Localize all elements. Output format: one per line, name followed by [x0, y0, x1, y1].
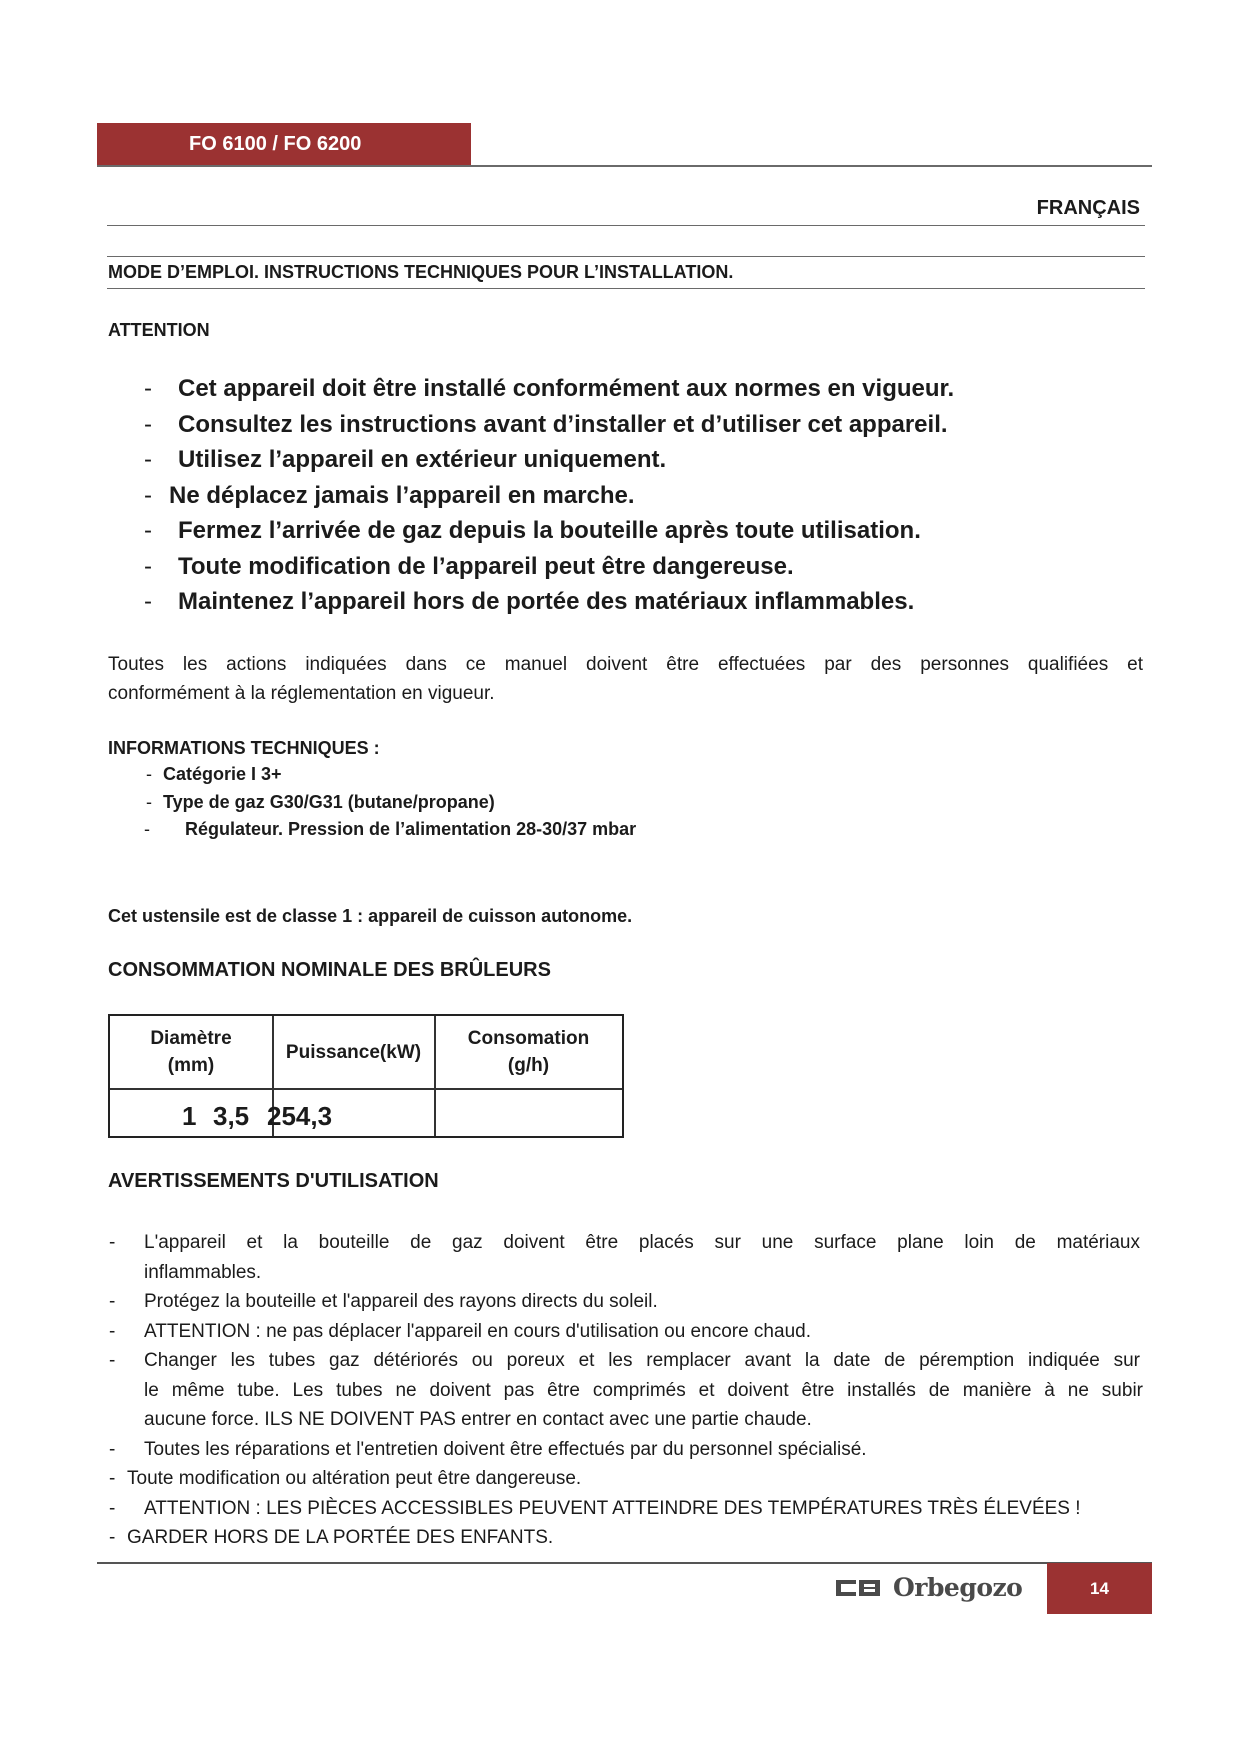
- attention-list: [0, 371, 1241, 620]
- warning-line: Changer les tubes gaz détériorés ou poreux et les remplacer avant la date de péremption indiquée sur: [144, 1350, 1140, 1371]
- intro-paragraph: [108, 650, 1143, 708]
- list-item-continuation: [0, 1258, 1241, 1288]
- attention-item: Ne déplacez jamais l’appareil en marche.: [169, 481, 635, 509]
- list-item: [0, 1287, 1241, 1317]
- page-number-box: [1047, 1563, 1152, 1614]
- table-header-line: Puissance(kW): [285, 1041, 422, 1063]
- list-item: [0, 442, 1241, 478]
- attention-item: Fermez l’arrivée de gaz depuis la bouteille après toute utilisation.: [178, 517, 921, 544]
- warnings-heading: AVERTISSEMENTS D'UTILISATION: [108, 1170, 439, 1192]
- list-item: [0, 1464, 1241, 1494]
- bullet-dash: -: [144, 410, 152, 438]
- bullet-dash: -: [144, 552, 152, 580]
- bullet-dash: -: [144, 819, 150, 839]
- bullet-dash: -: [144, 375, 152, 402]
- table-header-line: (g/h): [507, 1055, 550, 1076]
- bullet-dash: -: [144, 588, 152, 615]
- bullet-dash: -: [109, 1468, 116, 1489]
- page-title: MODE D’EMPLOI. INSTRUCTIONS TECHNIQUES POUR L’INSTALLATION.: [108, 262, 734, 282]
- bullet-dash: -: [109, 1350, 116, 1371]
- tech-info-list: [0, 761, 1241, 844]
- brand-logo: [836, 1572, 1036, 1604]
- table-header-power: [273, 1016, 434, 1088]
- bullet-dash: -: [144, 446, 152, 473]
- bullet-dash: -: [109, 1320, 116, 1342]
- tech-info-item: Régulateur. Pression de l’alimentation 28-30/37 mbar: [185, 819, 637, 839]
- warning-line: aucune force. ILS NE DOIVENT PAS entrer en contact avec une partie chaude.: [144, 1409, 812, 1430]
- table-header-line: (mm): [167, 1055, 215, 1076]
- warning-line: inflammables.: [144, 1261, 262, 1283]
- list-item: [0, 816, 1241, 844]
- attention-item: Utilisez l’appareil en extérieur uniquement.: [178, 446, 667, 473]
- attention-item: Consultez les instructions avant d’installer et d’utiliser cet appareil.: [178, 410, 948, 438]
- paragraph-line: Toutes les actions indiquées dans ce manuel doivent être effectuées par des personnes qualifiées et: [108, 654, 1143, 675]
- bullet-dash: -: [144, 517, 152, 544]
- table-cell-consumption: 254,3: [267, 1101, 333, 1131]
- tech-info-item: Catégorie I 3+: [163, 764, 282, 784]
- attention-item: Toute modification de l’appareil peut être dangereuse.: [178, 552, 794, 580]
- list-item: [0, 761, 1241, 789]
- paragraph-line: conformément à la réglementation en vigueur.: [108, 683, 495, 704]
- table-cell-power: 3,5: [213, 1101, 250, 1131]
- attention-heading: ATTENTION: [108, 320, 210, 340]
- list-item: [0, 478, 1241, 514]
- warning-line: Protégez la bouteille et l'appareil des rayons directs du soleil.: [144, 1291, 658, 1312]
- brand-logo-text: Orbegozo: [893, 1573, 1023, 1602]
- list-item: [0, 407, 1241, 443]
- footer-rule: [97, 1562, 1152, 1564]
- class-note: Cet ustensile est de classe 1 : appareil de cuisson autonome.: [108, 906, 633, 926]
- list-item: [0, 1494, 1241, 1524]
- table-header-consumption: [435, 1016, 622, 1088]
- table-header-line: Consomation: [467, 1028, 590, 1049]
- bullet-dash: -: [109, 1438, 116, 1460]
- warning-line: L'appareil et la bouteille de gaz doivent être placés sur une surface plane loin de matériaux: [144, 1232, 1140, 1253]
- consumption-heading: CONSOMMATION NOMINALE DES BRÛLEURS: [108, 959, 551, 981]
- warning-line: le même tube. Les tubes ne doivent pas être comprimés et doivent être installés de manière à ne subir: [144, 1379, 1143, 1401]
- list-item: [0, 1228, 1241, 1258]
- attention-item: Cet appareil doit être installé conformément aux normes en vigueur.: [178, 375, 955, 402]
- model-label: FO 6100 / FO 6200: [189, 133, 362, 155]
- bullet-dash: -: [109, 1232, 116, 1253]
- tech-info-heading: INFORMATIONS TECHNIQUES :: [108, 738, 380, 758]
- header-rule: [97, 165, 1152, 167]
- model-header-bar: [97, 123, 471, 166]
- bullet-dash: -: [109, 1497, 116, 1519]
- bullet-dash: -: [144, 481, 152, 509]
- warning-line: ATTENTION : ne pas déplacer l'appareil en cours d'utilisation ou encore chaud.: [144, 1320, 811, 1342]
- language-rule: [107, 225, 1145, 226]
- page-number: 14: [1090, 1578, 1109, 1598]
- list-item: [0, 1317, 1241, 1347]
- list-item: [0, 1435, 1241, 1465]
- table-header-line: Diamètre: [150, 1028, 232, 1049]
- consumption-table: [108, 1014, 624, 1138]
- list-item-continuation: [0, 1405, 1241, 1435]
- tech-info-item: Type de gaz G30/G31 (butane/propane): [163, 791, 495, 812]
- brand-logo-icon: [836, 1577, 882, 1599]
- list-item: [0, 371, 1241, 407]
- bullet-dash: -: [109, 1291, 116, 1312]
- list-item: [0, 789, 1241, 817]
- title-rule-top: [107, 256, 1145, 257]
- language-label: FRANÇAIS: [1036, 197, 1140, 219]
- table-cell-diameter: 1: [182, 1101, 197, 1131]
- bullet-dash: -: [109, 1527, 116, 1548]
- list-item: [0, 1523, 1241, 1553]
- table-row-divider: [110, 1088, 622, 1090]
- title-rule-bottom: [107, 288, 1145, 289]
- list-item: [0, 584, 1241, 620]
- bullet-dash: -: [146, 791, 152, 812]
- list-item-continuation: [0, 1376, 1241, 1406]
- bullet-dash: -: [146, 764, 152, 784]
- warning-line: Toute modification ou altération peut être dangereuse.: [127, 1468, 582, 1489]
- list-item: [0, 549, 1241, 585]
- list-item: [0, 1346, 1241, 1376]
- warnings-list: [0, 1228, 1241, 1553]
- warning-line: GARDER HORS DE LA PORTÉE DES ENFANTS.: [127, 1527, 554, 1548]
- warning-line: ATTENTION : LES PIÈCES ACCESSIBLES PEUVENT ATTEINDRE DES TEMPÉRATURES TRÈS ÉLEVÉES !: [144, 1497, 1081, 1519]
- attention-item: Maintenez l’appareil hors de portée des matériaux inflammables.: [178, 588, 915, 615]
- list-item: [0, 513, 1241, 549]
- table-header-diameter: [110, 1016, 272, 1088]
- warning-line: Toutes les réparations et l'entretien doivent être effectués par du personnel spécialisé.: [144, 1438, 867, 1460]
